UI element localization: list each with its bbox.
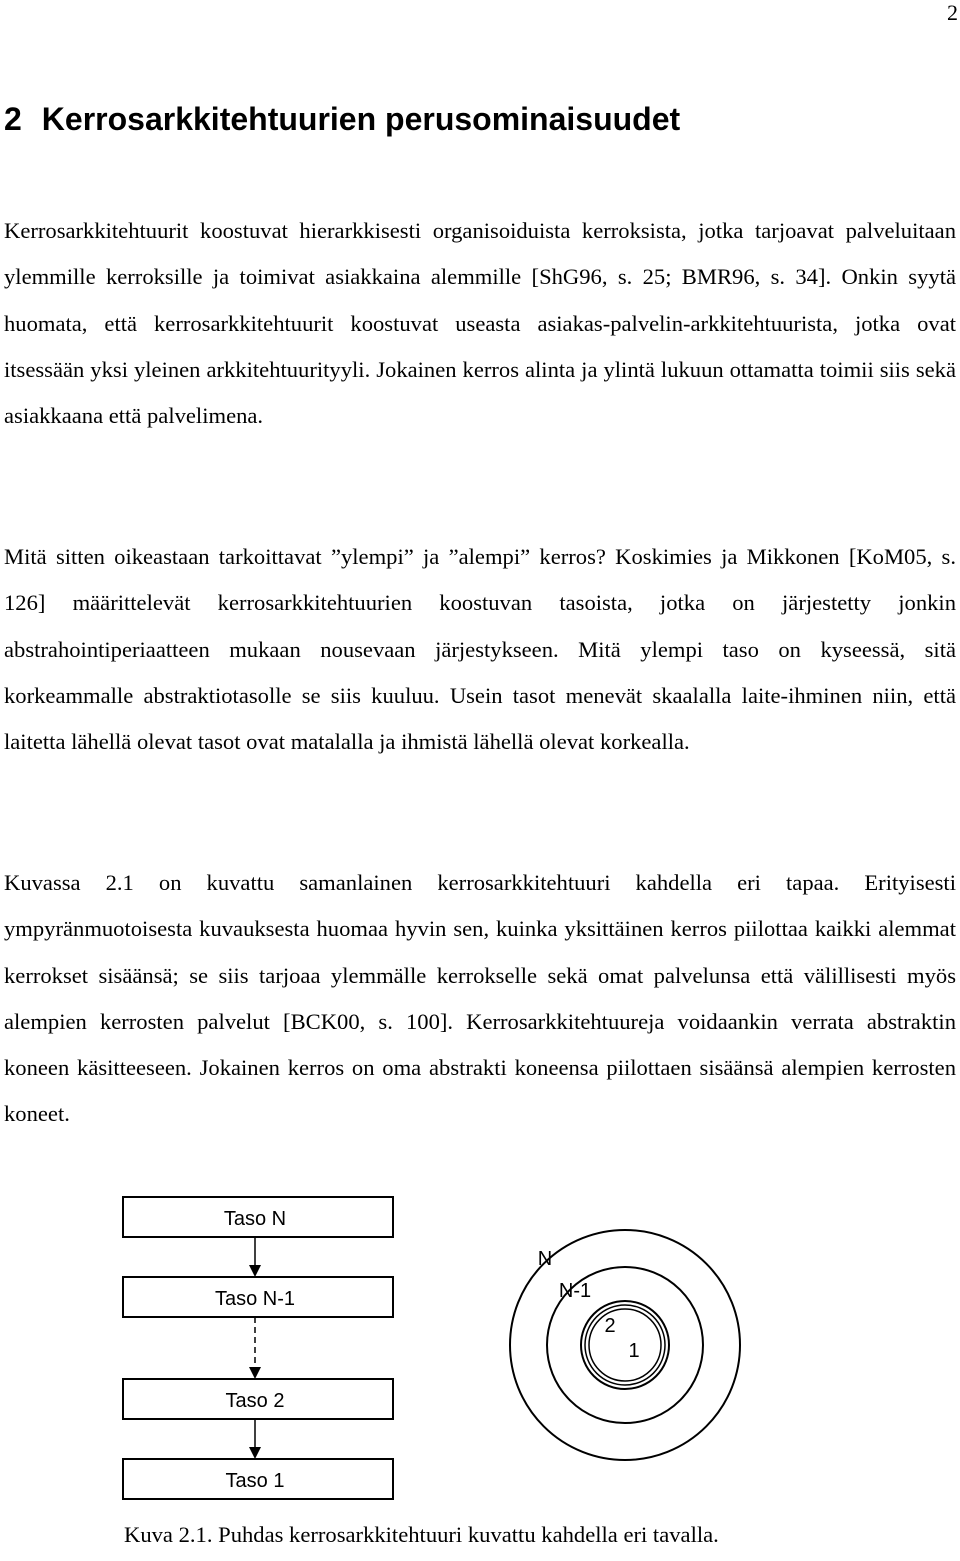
- section-title: Kerrosarkkitehtuurien perusominaisuudet: [41, 101, 681, 137]
- ring-label-2: 2: [604, 1315, 616, 1337]
- figure-2-1: [0, 1185, 960, 1505]
- ring-2-inner: [585, 1305, 665, 1385]
- ring-label-n-1: N-1: [558, 1280, 592, 1302]
- layer-diagrams: [0, 1185, 960, 1505]
- paragraph-1: Kerrosarkkitehtuurit koostuvat hierarkkisesti organisoiduista kerroksista, jotka tarjoavat palveluitaan ylemmille kerroksille ja toimivat asiakkaina alemmille [ShG96, s. 25; BMR96, s. 34]. Onkin syytä huomata, että kerrosarkkitehtuurit koostuvat useasta asiakas-palvelin-arkkitehtuurista, jotka ovat itsessään yksi yleinen arkkitehtuurityyli. Jokainen kerros alinta ja ylintä lukuun ottamatta toimii siis sekä asiakkaana että palvelimena.: [4, 218, 956, 429]
- paragraph-2: Mitä sitten oikeastaan tarkoittavat ”ylempi” ja ”alempi” kerros? Koskimies ja Mikkonen [KoM05, s. 126] määrittelevät kerrosarkkitehtuurien koostuvan tasoista, jotka on järjestetty jonkin abstrahointiperiaatteen mukaan nousevaan järjestykseen. Mitä ylempi taso on kyseessä, sitä korkeammalle abstraktiotasolle se siis kuuluu. Usein tasot menevät skaalalla laite-ihminen niin, että laitetta lähellä olevat tasot ovat matalalla ja ihmistä lähellä olevat korkealla.: [4, 544, 956, 755]
- layer-label-1: Taso 1: [225, 1470, 285, 1492]
- ring-label-1: 1: [628, 1340, 640, 1362]
- layer-label-2: Taso 2: [225, 1390, 285, 1412]
- ring-1: [589, 1309, 661, 1381]
- layer-label-n-1: Taso N-1: [214, 1288, 296, 1310]
- paragraph-3: Kuvassa 2.1 on kuvattu samanlainen kerrosarkkitehtuuri kahdella eri tapaa. Erityisesti ympyränmuotoisesta kuvauksesta huomaa hyvin sen, kuinka yksittäinen kerros piilottaa kaikki alemmat kerrokset sisäänsä; se siis tarjoaa ylemmälle kerrokselle sekä omat palvelunsa että välillisesti myös alempien kerrosten palvelut [BCK00, s. 100]. Kerrosarkkitehtuureja voidaankin verrata abstraktin koneen käsitteeseen. Jokainen kerros on oma abstrakti koneensa piilottaen sisäänsä alempien kerrosten koneet.: [4, 870, 956, 1127]
- layer-label-n: Taso N: [223, 1208, 287, 1230]
- section-number: 2: [4, 101, 22, 137]
- figure-caption: Kuva 2.1. Puhdas kerrosarkkitehtuuri kuvattu kahdella eri tavalla.: [124, 1522, 719, 1547]
- concentric-layer-diagram: [510, 1230, 740, 1460]
- page-number: 2: [947, 0, 958, 25]
- ring-2: [581, 1301, 669, 1389]
- ring-label-n: N: [537, 1248, 553, 1270]
- layer-stack-diagram: [123, 1197, 393, 1499]
- section-heading: [4, 101, 680, 138]
